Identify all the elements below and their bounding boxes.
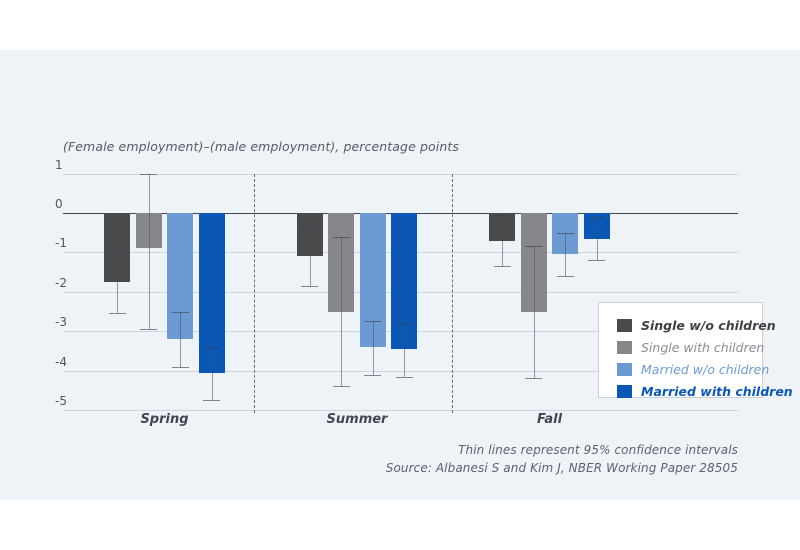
y-tick-label: -3	[55, 315, 67, 330]
y-tick-label: -2	[55, 275, 67, 290]
ci-cap	[172, 312, 189, 313]
ci-cap	[396, 323, 413, 324]
ci-whisker	[341, 237, 342, 387]
season-label-fall: Fall	[536, 412, 563, 427]
ci-whisker	[597, 217, 598, 260]
season-separator-1	[254, 174, 255, 413]
legend-item-married-with-children	[617, 380, 793, 402]
ci-cap	[333, 237, 350, 238]
season-label-spring: Spring	[140, 412, 189, 427]
ci-cap	[494, 215, 511, 216]
gridline-y-1	[63, 174, 738, 175]
ci-cap	[588, 260, 605, 261]
ci-cap	[172, 367, 189, 368]
ci-cap	[333, 386, 350, 387]
y-tick-label: 0	[55, 197, 63, 211]
ci-cap	[140, 174, 157, 175]
ci-cap	[301, 286, 318, 287]
ci-whisker	[502, 215, 503, 266]
y-tick-label: 1	[55, 157, 63, 172]
ci-cap	[364, 321, 381, 322]
ci-cap	[494, 266, 511, 267]
legend-label: Married w/o children	[641, 361, 770, 377]
ci-cap	[140, 329, 157, 330]
y-tick-label: -5	[55, 394, 67, 408]
legend-label: Single with children	[641, 339, 765, 355]
ci-cap	[525, 378, 542, 379]
ci-whisker	[310, 227, 311, 286]
ci-cap	[109, 252, 126, 253]
legend-swatch	[617, 319, 632, 332]
ci-whisker	[149, 174, 150, 330]
ci-cap	[557, 276, 574, 277]
ci-whisker	[565, 233, 566, 276]
ci-cap	[301, 227, 318, 228]
gridline-y--5	[63, 410, 738, 411]
source-footnote: Source: Albanesi S and Kim J, NBER Working Paper 28505	[385, 461, 738, 475]
ci-cap	[525, 246, 542, 247]
legend-swatch	[617, 341, 632, 354]
ci-cap	[109, 313, 126, 314]
ci-whisker	[534, 246, 535, 378]
legend-item-single-w-o-children	[617, 314, 776, 336]
ci-footnote: Thin lines represent 95% confidence intervals	[458, 443, 738, 457]
legend-item-single-with-children	[617, 336, 765, 358]
ci-cap	[203, 400, 220, 401]
y-tick-label: -1	[55, 236, 67, 251]
legend-label: Single w/o children	[641, 317, 776, 333]
legend-item-married-w-o-children	[617, 358, 770, 380]
legend-label: Married with children	[641, 383, 793, 399]
ci-cap	[588, 217, 605, 218]
season-separator-2	[452, 174, 453, 413]
ci-whisker	[404, 323, 405, 376]
ci-cap	[557, 233, 574, 234]
ci-whisker	[117, 252, 118, 313]
season-label-summer: Summer	[326, 412, 388, 427]
ci-whisker	[180, 312, 181, 367]
y-tick-label: -4	[55, 354, 67, 369]
ci-cap	[364, 375, 381, 376]
legend-swatch	[617, 363, 632, 376]
ci-whisker	[212, 347, 213, 400]
ci-cap	[396, 377, 413, 378]
ci-cap	[203, 347, 220, 348]
legend-swatch	[617, 385, 632, 398]
ci-whisker	[373, 321, 374, 374]
chart-title: (Female employment)–(male employment), percentage points	[63, 139, 459, 154]
legend-box	[598, 302, 793, 399]
